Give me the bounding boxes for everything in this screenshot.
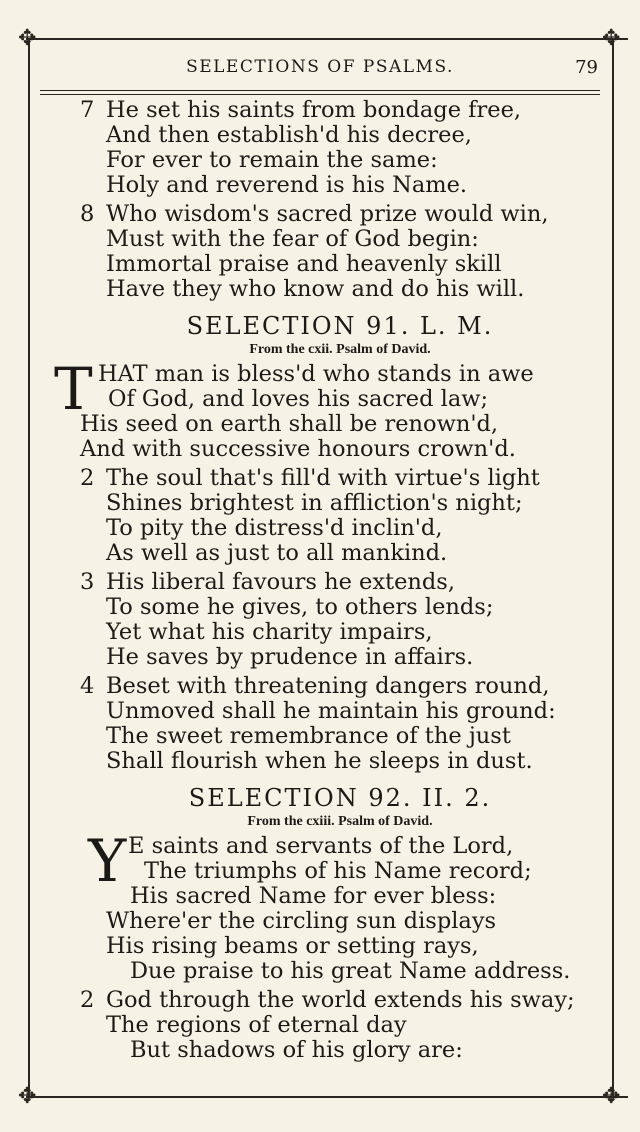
- verse-number: 4: [80, 673, 95, 699]
- running-header: [40, 55, 600, 85]
- verse-line: The soul that's fill'd with virtue's light: [106, 465, 540, 491]
- verse-line: Unmoved shall he maintain his ground:: [106, 698, 556, 724]
- page-number: 79: [575, 57, 598, 78]
- corner-ornament-icon: ✥: [18, 26, 37, 51]
- verse-line: His rising beams or setting rays,: [106, 933, 479, 959]
- verse-number: 7: [80, 97, 95, 123]
- selection-91-subtitle: From the cxii. Psalm of David.: [249, 342, 431, 357]
- verse-number: 2: [80, 987, 95, 1013]
- verse-line: His liberal favours he extends,: [106, 569, 456, 595]
- verse-line: His seed on earth shall be renown'd,: [80, 411, 499, 437]
- drop-cap: T: [54, 355, 93, 423]
- verse-line: Shines brightest in affliction's night;: [106, 490, 523, 516]
- selection-92-subtitle: From the cxiii. Psalm of David.: [247, 814, 433, 829]
- verse-number: 3: [80, 569, 95, 595]
- verse-line: The triumphs of his Name record;: [144, 858, 532, 884]
- corner-ornament-icon: ✥: [602, 26, 621, 51]
- verse-line: The sweet remembrance of the just: [106, 723, 511, 749]
- corner-ornament-icon: ✥: [18, 1084, 37, 1109]
- verse-number: 2: [80, 465, 95, 491]
- verse-line: E saints and servants of the Lord,: [128, 833, 514, 859]
- stanza-7: [80, 98, 600, 198]
- verse-number: 8: [80, 201, 95, 227]
- verse-line: Of God, and loves his sacred law;: [108, 386, 489, 412]
- verse-line: And then establish'd his decree,: [106, 122, 472, 148]
- selection-91-stanza-2: [80, 466, 600, 566]
- verse-line: Shall flourish when he sleeps in dust.: [106, 748, 533, 774]
- verse-line: But shadows of his glory are:: [130, 1037, 463, 1063]
- selection-91-stanza-3: [80, 570, 600, 670]
- running-title: SELECTIONS OF PSALMS.: [186, 57, 454, 77]
- verse-line: To pity the distress'd inclin'd,: [106, 515, 443, 541]
- drop-cap: Y: [88, 827, 127, 895]
- verse-line: The regions of eternal day: [106, 1012, 407, 1038]
- verse-line: God through the world extends his sway;: [106, 987, 575, 1013]
- selection-91-stanza-4: [80, 674, 600, 774]
- frame-left-border: [28, 38, 30, 1098]
- header-rule: [40, 90, 600, 95]
- verse-line: Where'er the circling sun displays: [106, 908, 497, 934]
- verse-line: He set his saints from bondage free,: [106, 97, 522, 123]
- selection-91-title: SELECTION 91. L. M.: [186, 312, 494, 340]
- selection-92-stanza-1: [80, 827, 600, 984]
- verse-line: As well as just to all mankind.: [106, 540, 448, 566]
- frame-bottom-border: [26, 1096, 628, 1098]
- selection-92-title: SELECTION 92. II. 2.: [188, 784, 492, 812]
- verse-line: For ever to remain the same:: [106, 147, 438, 173]
- page-content: [54, 97, 600, 1067]
- corner-ornament-icon: ✥: [602, 1084, 621, 1109]
- verse-line: Holy and reverend is his Name.: [106, 172, 468, 198]
- selection-91-stanza-1: [54, 355, 600, 462]
- frame-top-border: [26, 38, 628, 40]
- verse-line: To some he gives, to others lends;: [106, 594, 494, 620]
- verse-line: Have they who know and do his will.: [106, 276, 525, 302]
- verse-line: Yet what his charity impairs,: [106, 619, 433, 645]
- frame-right-border: [612, 38, 614, 1098]
- verse-line: Beset with threatening dangers round,: [106, 673, 550, 699]
- verse-line: Must with the fear of God begin:: [106, 226, 479, 252]
- verse-line: And with successive honours crown'd.: [80, 436, 516, 462]
- verse-line: Immortal praise and heavenly skill: [106, 251, 502, 277]
- selection-92-stanza-2: [80, 988, 600, 1063]
- verse-line: His sacred Name for ever bless:: [130, 883, 497, 909]
- verse-line: Due praise to his great Name address.: [130, 958, 571, 984]
- verse-line: Who wisdom's sacred prize would win,: [106, 201, 549, 227]
- verse-line: HAT man is bless'd who stands in awe: [98, 361, 534, 387]
- stanza-8: [80, 202, 600, 302]
- verse-line: He saves by prudence in affairs.: [106, 644, 474, 670]
